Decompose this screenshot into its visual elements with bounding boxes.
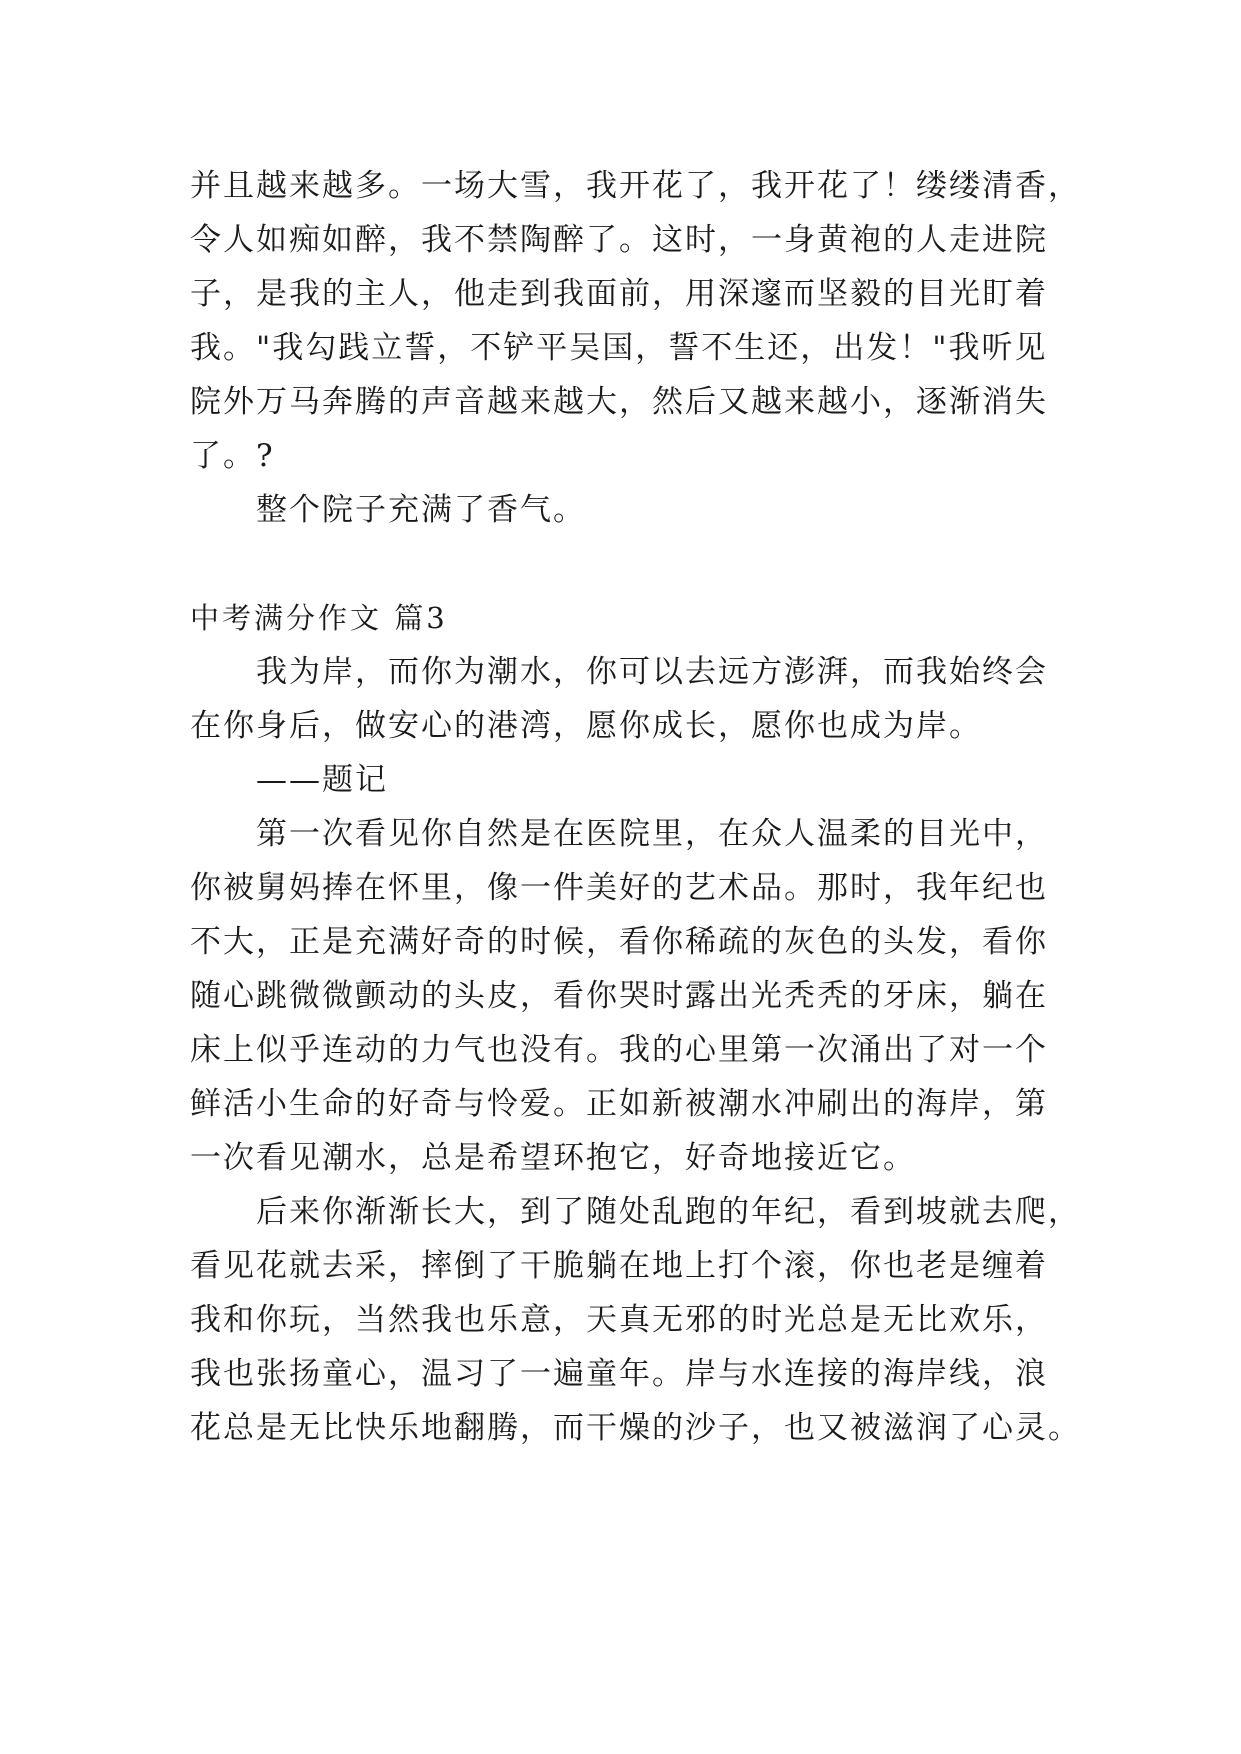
paragraph-line: 你被舅妈捧在怀里，像一件美好的艺术品。那时，我年纪也 <box>190 870 1048 906</box>
paragraph-line: 我。"我勾践立誓，不铲平吴国，誓不生还，出发！"我听见 <box>190 330 1048 366</box>
section-heading: 中考满分作文 篇3 <box>190 601 448 635</box>
paragraph-line: 在你身后，做安心的港湾，愿你成长，愿你也成为岸。 <box>190 708 982 744</box>
paragraph-line: 一次看见潮水，总是希望环抱它，好奇地接近它。 <box>190 1140 916 1176</box>
paragraph-line: 不大，正是充满好奇的时候，看你稀疏的灰色的头发，看你 <box>190 924 1048 960</box>
paragraph-line: 鲜活小生命的好奇与怜爱。正如新被潮水冲刷出的海岸，第 <box>190 1086 1048 1122</box>
paragraph-line: 整个院子充满了香气。 <box>256 492 586 528</box>
paragraph-line: 看见花就去采，摔倒了干脆躺在地上打个滚，你也老是缠着 <box>190 1248 1048 1284</box>
paragraph-line: 我为岸，而你为潮水，你可以去远方澎湃，而我始终会 <box>256 654 1048 690</box>
paragraph-line: 花总是无比快乐地翻腾，而干燥的沙子，也又被滋润了心灵。 <box>190 1410 1081 1446</box>
paragraph-line: 我和你玩，当然我也乐意，天真无邪的时光总是无比欢乐， <box>190 1302 1048 1338</box>
paragraph-line: 并且越来越多。一场大雪，我开花了，我开花了！缕缕清香， <box>190 168 1081 204</box>
paragraph-line: 第一次看见你自然是在医院里，在众人温柔的目光中， <box>256 816 1048 852</box>
paragraph-line: 令人如痴如醉，我不禁陶醉了。这时，一身黄袍的人走进院 <box>190 222 1048 258</box>
epigraph-attribution: ——题记 <box>256 762 388 798</box>
paragraph-line: 我也张扬童心，温习了一遍童年。岸与水连接的海岸线，浪 <box>190 1356 1048 1392</box>
paragraph-line: 了。? <box>190 438 275 474</box>
paragraph-line: 床上似乎连动的力气也没有。我的心里第一次涌出了对一个 <box>190 1032 1048 1068</box>
paragraph-line: 子，是我的主人，他走到我面前，用深邃而坚毅的目光盯着 <box>190 276 1048 312</box>
paragraph-line: 院外万马奔腾的声音越来越大，然后又越来越小，逐渐消失 <box>190 384 1048 420</box>
paragraph-line: 后来你渐渐长大，到了随处乱跑的年纪，看到坡就去爬， <box>256 1194 1081 1230</box>
paragraph-line: 随心跳微微颤动的头皮，看你哭时露出光秃秃的牙床，躺在 <box>190 978 1048 1014</box>
